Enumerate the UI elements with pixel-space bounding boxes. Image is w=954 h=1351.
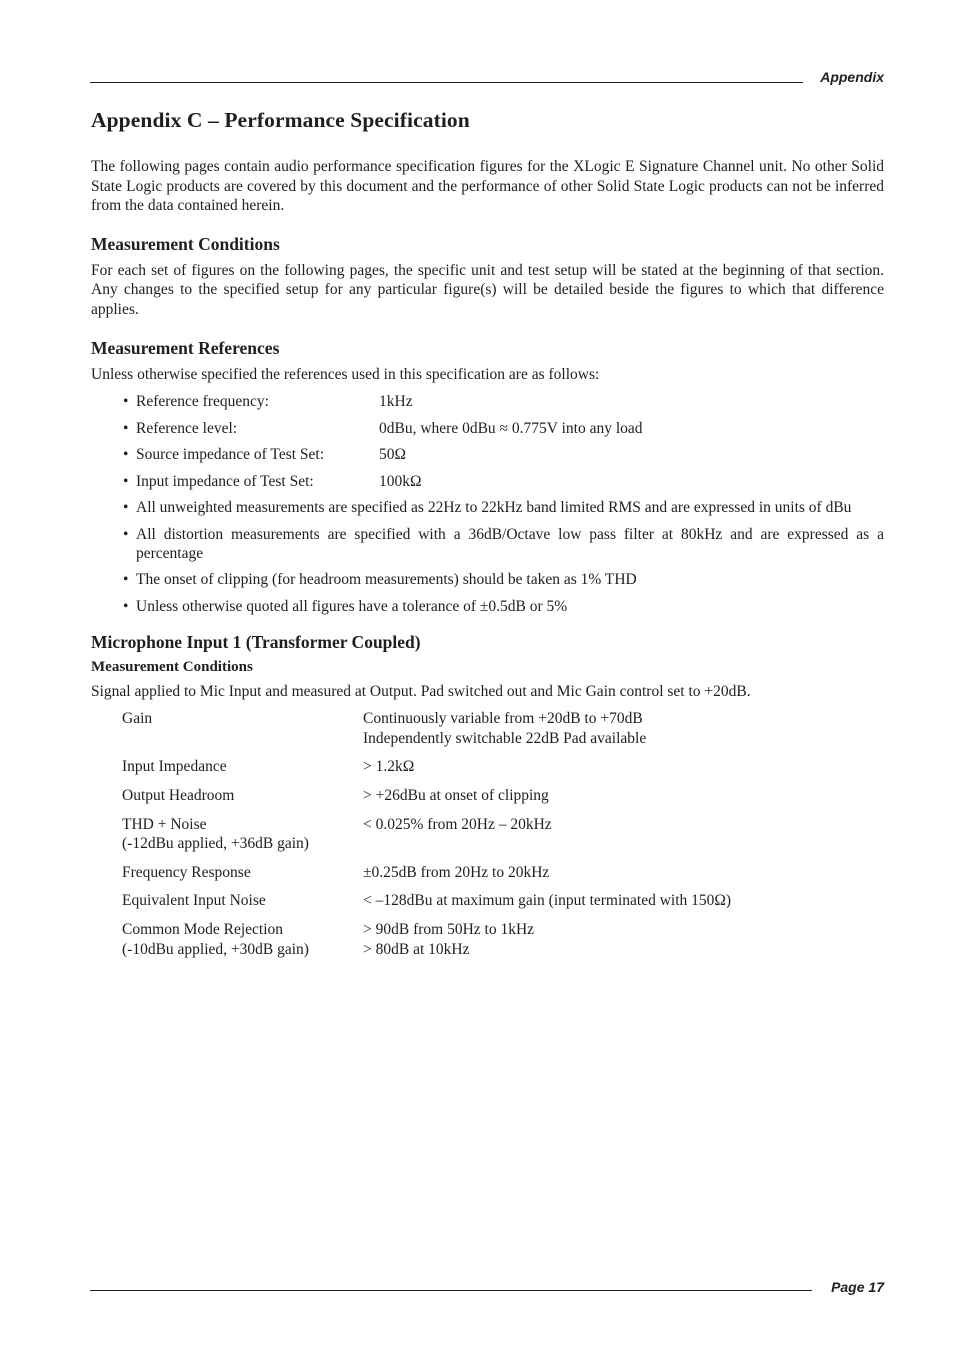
spec-key: Output Headroom [122,787,235,805]
reference-item [123,445,884,464]
mic-conditions-subheading: Measurement Conditions [91,658,253,675]
spec-value: > +26dBu at onset of clipping [363,787,549,805]
spec-row [122,891,731,920]
bullet-icon: • [123,419,129,437]
reference-item [123,472,884,491]
references-list [91,392,884,616]
page-title: Appendix C – Performance Specification [91,108,470,132]
spec-key: Frequency Response [122,863,251,881]
spec-value: < 0.025% from 20Hz – 20kHz [363,815,552,833]
mic-conditions-text: Signal applied to Mic Input and measured at Output. Pad switched out and Mic Gain control set to +20dB. [91,682,751,700]
spec-key: Equivalent Input Noise [122,892,266,910]
note-text: Unless otherwise quoted all figures have a tolerance of ±0.5dB or 5% [136,597,568,615]
note-text: The onset of clipping (for headroom measurements) should be taken as 1% THD [136,571,637,589]
measurement-references-heading: Measurement References [91,337,280,358]
spec-key: Common Mode Rejection (-10dBu applied, +30dB gain) [122,921,309,958]
spec-row [122,815,731,863]
header-section-label: Appendix [820,69,884,85]
reference-note [123,570,884,589]
reference-value: 50Ω [379,446,407,464]
spec-value: Continuously variable from +20dB to +70dB Independently switchable 22dB Pad available [363,710,647,747]
spec-row [122,920,731,968]
measurement-conditions-text: For each set of figures on the following pages, the specific unit and test setup will be stated at the beginning of that section. Any changes to the specified setup for any particular figure(s) will be detailed beside the figures to which that difference applies. [91,261,884,318]
reference-key: Input impedance of Test Set: [136,472,314,490]
bullet-icon: • [123,499,129,517]
note-text: All unweighted measurements are specified as 22Hz to 22kHz band limited RMS and are expressed in units of dBu [136,499,852,517]
bullet-icon: • [123,446,129,464]
spec-value: > 90dB from 50Hz to 1kHz > 80dB at 10kHz [363,921,535,958]
spec-row [122,709,731,757]
measurement-references-intro: Unless otherwise specified the references used in this specification are as follows: [91,365,600,383]
bullet-icon: • [123,525,129,543]
header-rule [90,82,803,83]
reference-key: Reference level: [136,419,238,437]
spec-table [122,709,731,968]
bullet-icon: • [123,472,129,490]
spec-value: ±0.25dB from 20Hz to 20kHz [363,863,550,881]
intro-paragraph: The following pages contain audio performance specification figures for the XLogic E Signature Channel unit. No other Solid State Logic products are covered by this document and the performance of other Solid State Logic products can not be inferred from the data contained herein. [91,158,884,215]
spec-row [122,863,731,892]
reference-key: Reference frequency: [136,393,269,411]
footer-rule [90,1290,812,1291]
spec-key: Input Impedance [122,758,227,776]
reference-value: 1kHz [379,393,413,411]
reference-item [123,392,884,411]
reference-value: 100kΩ [379,472,422,490]
reference-note [123,597,884,616]
mic-input-heading: Microphone Input 1 (Transformer Coupled) [91,631,421,652]
note-text: All distortion measurements are specified with a 36dB/Octave low pass filter at 80kHz and are expressed as a percentage [136,525,884,562]
reference-note [123,525,884,563]
reference-key: Source impedance of Test Set: [136,446,325,464]
spec-key: THD + Noise (-12dBu applied, +36dB gain) [122,815,309,853]
bullet-icon: • [123,393,129,411]
page-number: Page 17 [831,1279,884,1295]
bullet-icon: • [123,597,129,615]
reference-note [123,498,884,517]
spec-row [122,757,731,786]
spec-value: > 1.2kΩ [363,758,415,776]
reference-value: 0dBu, where 0dBu ≈ 0.775V into any load [379,419,643,437]
spec-row [122,786,731,815]
measurement-conditions-heading: Measurement Conditions [91,233,280,254]
bullet-icon: • [123,571,129,589]
page-content [91,108,884,968]
spec-key: Gain [122,710,153,728]
reference-item [123,419,884,438]
spec-value: < –128dBu at maximum gain (input terminated with 150Ω) [363,892,732,910]
